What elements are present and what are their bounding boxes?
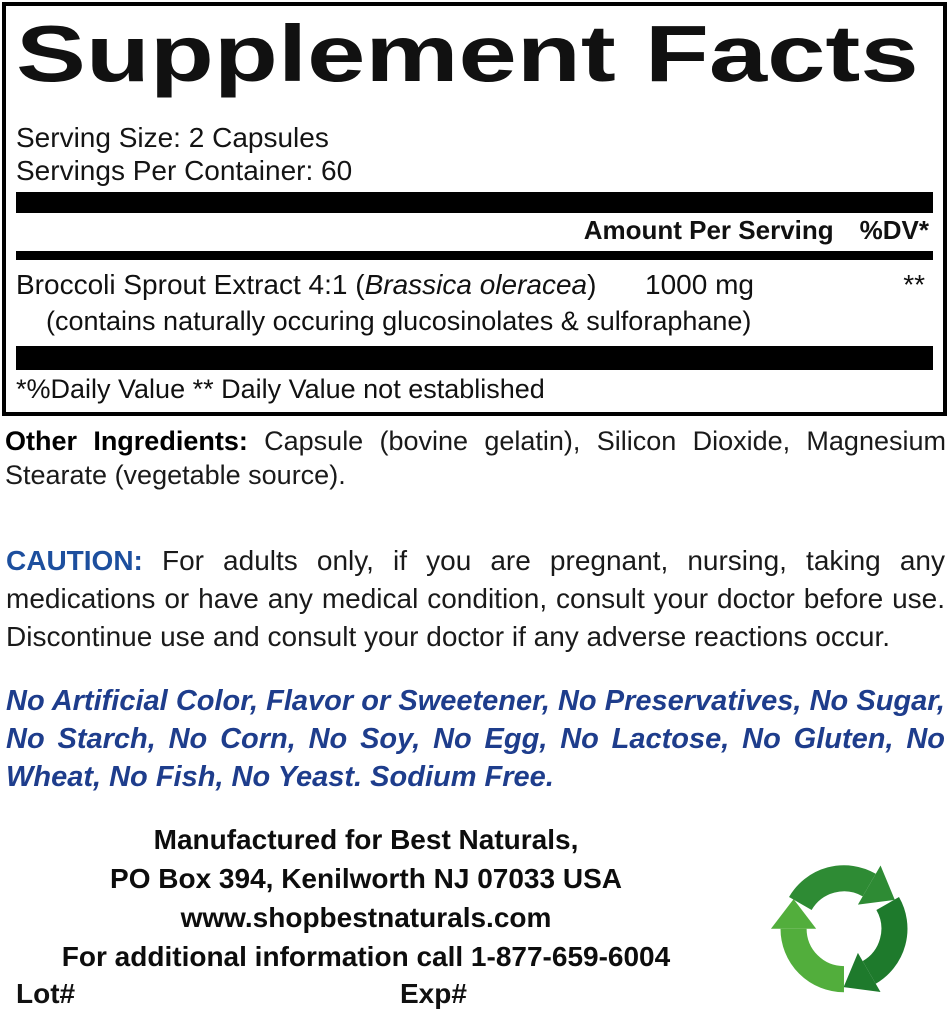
manufacturer-info bbox=[0, 820, 732, 976]
caution-text: For adults only, if you are pregnant, nursing, taking any medications or have any medical condition, consult your doctor before use. Discontinue use and consult your doctor if any adverse reactions occur. bbox=[6, 545, 945, 652]
ingredient-row bbox=[16, 268, 933, 301]
dv-header-label: %DV* bbox=[859, 215, 929, 245]
divider-thick-top bbox=[16, 192, 933, 213]
divider-medium bbox=[16, 251, 933, 260]
manufacturer-line: Manufactured for Best Naturals, bbox=[153, 824, 579, 855]
ingredient-name-species: Brassica oleracea bbox=[364, 269, 588, 300]
ingredient-name bbox=[16, 268, 645, 301]
manufacturer-website: www.shopbestnaturals.com bbox=[180, 902, 552, 933]
ingredient-name-prefix: Broccoli Sprout Extract 4:1 ( bbox=[16, 269, 365, 300]
caution-label: CAUTION: bbox=[6, 545, 143, 576]
lot-label: Lot# bbox=[16, 978, 76, 1009]
panel-title-text: Supplement Facts bbox=[16, 9, 919, 98]
amount-per-serving-header bbox=[16, 215, 933, 246]
free-of-claims: No Artificial Color, Flavor or Sweetener, No Preservatives, No Sugar, No Starch, No Corn, No Soy, No Egg, No Lactose, No Gluten, No Wheat, No Fish, No Yeast. Sodium Free. bbox=[6, 685, 945, 793]
daily-value-footnote: *%Daily Value ** Daily Value not established bbox=[16, 374, 545, 404]
ingredient-amount: 1000 mg bbox=[645, 269, 754, 300]
other-ingredients bbox=[5, 424, 946, 492]
supplement-facts-panel bbox=[2, 2, 947, 416]
other-ingredients-text: Capsule (bovine gelatin), Silicon Dioxide, Magnesium Stearate (vegetable source). bbox=[5, 426, 946, 490]
divider-thick-bottom bbox=[16, 346, 933, 370]
exp-label: Exp# bbox=[400, 978, 467, 1009]
manufacturer-address: PO Box 394, Kenilworth NJ 07033 USA bbox=[110, 863, 622, 894]
ingredient-subtext: (contains naturally occuring glucosinolates & sulforaphane) bbox=[46, 306, 752, 336]
manufacturer-phone: For additional information call 1-877-659-6004 bbox=[61, 941, 671, 972]
amount-header-label: Amount Per Serving bbox=[583, 215, 834, 245]
ingredient-name-suffix: ) bbox=[587, 269, 597, 300]
other-ingredients-label: Other Ingredients: bbox=[5, 426, 248, 456]
caution bbox=[6, 542, 945, 656]
ingredient-dv: ** bbox=[903, 269, 925, 300]
lot-exp-row bbox=[0, 977, 732, 1011]
recycle-icon-svg bbox=[748, 840, 940, 1014]
panel-title bbox=[16, 10, 933, 121]
recycle-icon bbox=[748, 840, 940, 1014]
servings-per-container: Servings Per Container: 60 bbox=[16, 155, 353, 186]
serving-size: Serving Size: 2 Capsules bbox=[16, 122, 329, 153]
